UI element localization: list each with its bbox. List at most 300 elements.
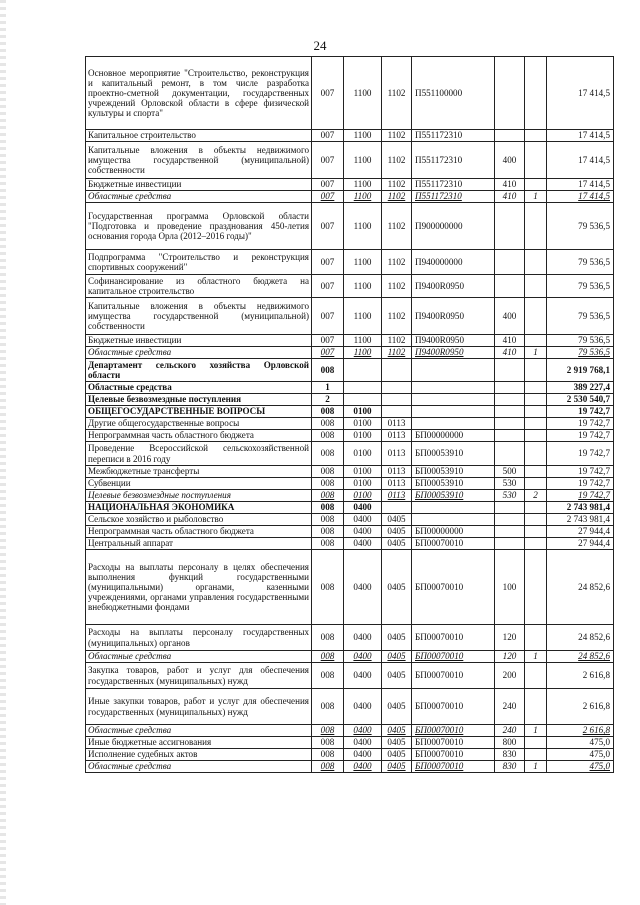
cell-rz: 0400 <box>344 725 382 737</box>
cell-csr: БП00070010 <box>412 737 495 749</box>
cell-vr <box>495 514 525 526</box>
cell-pr <box>382 406 412 418</box>
cell-rz: 1100 <box>344 179 382 191</box>
cell-vr: 400 <box>495 142 525 179</box>
cell-vr: 530 <box>495 478 525 490</box>
cell-gr: 008 <box>312 478 344 490</box>
cell-src: 2 <box>525 490 547 502</box>
cell-rz: 0400 <box>344 502 382 514</box>
cell-vr: 200 <box>495 663 525 689</box>
cell-pr: 1102 <box>382 335 412 347</box>
cell-rz: 0400 <box>344 689 382 725</box>
cell-csr <box>412 382 495 394</box>
cell-csr: БП00070010 <box>412 651 495 663</box>
cell-rz: 0400 <box>344 550 382 625</box>
cell-sum: 79 536,5 <box>547 203 614 250</box>
cell-name: Подпрограмма "Строительство и реконструкция спортивных сооружений" <box>86 250 312 275</box>
cell-src <box>525 142 547 179</box>
table-row <box>86 526 614 538</box>
cell-sum: 475,0 <box>547 761 614 773</box>
cell-vr <box>495 203 525 250</box>
cell-gr: 008 <box>312 442 344 466</box>
cell-rz: 1100 <box>344 347 382 359</box>
cell-sum: 17 414,5 <box>547 191 614 203</box>
cell-gr: 008 <box>312 625 344 651</box>
cell-name: Центральный аппарат <box>86 538 312 550</box>
cell-csr: БП00070010 <box>412 550 495 625</box>
cell-pr: 1102 <box>382 191 412 203</box>
table-row <box>86 430 614 442</box>
cell-src <box>525 298 547 335</box>
cell-src <box>525 538 547 550</box>
table-row <box>86 761 614 773</box>
cell-csr: П9400R0950 <box>412 335 495 347</box>
cell-pr: 0405 <box>382 737 412 749</box>
cell-csr <box>412 359 495 382</box>
cell-gr: 008 <box>312 418 344 430</box>
cell-pr: 0405 <box>382 514 412 526</box>
cell-src <box>525 478 547 490</box>
cell-src <box>525 179 547 191</box>
cell-src <box>525 625 547 651</box>
cell-gr: 007 <box>312 130 344 142</box>
cell-csr: БП00053910 <box>412 478 495 490</box>
cell-name: Целевые безвозмездные поступления <box>86 394 312 406</box>
cell-csr: П9400R0950 <box>412 275 495 298</box>
cell-name: Капитальное строительство <box>86 130 312 142</box>
cell-pr: 1102 <box>382 130 412 142</box>
cell-vr <box>495 394 525 406</box>
cell-name: Расходы на выплаты персоналу государственных (муниципальных) органов <box>86 625 312 651</box>
cell-gr: 007 <box>312 335 344 347</box>
cell-gr: 008 <box>312 737 344 749</box>
cell-sum: 79 536,5 <box>547 335 614 347</box>
cell-src <box>525 689 547 725</box>
cell-sum: 79 536,5 <box>547 298 614 335</box>
cell-vr: 500 <box>495 466 525 478</box>
cell-csr: П551172310 <box>412 191 495 203</box>
cell-sum: 17 414,5 <box>547 142 614 179</box>
cell-csr: П900000000 <box>412 203 495 250</box>
cell-name: Капитальные вложения в объекты недвижимого имущества государственной (муниципальной) собственности <box>86 142 312 179</box>
cell-gr: 2 <box>312 394 344 406</box>
cell-sum: 2 616,8 <box>547 663 614 689</box>
cell-sum: 19 742,7 <box>547 406 614 418</box>
cell-sum: 2 616,8 <box>547 689 614 725</box>
cell-rz: 1100 <box>344 142 382 179</box>
cell-vr: 100 <box>495 550 525 625</box>
cell-gr: 007 <box>312 203 344 250</box>
cell-vr <box>495 538 525 550</box>
cell-csr: БП00070010 <box>412 625 495 651</box>
cell-rz: 0100 <box>344 478 382 490</box>
cell-pr: 0405 <box>382 651 412 663</box>
cell-csr: П551172310 <box>412 142 495 179</box>
cell-vr <box>495 406 525 418</box>
cell-rz: 0100 <box>344 406 382 418</box>
cell-src <box>525 663 547 689</box>
cell-vr: 400 <box>495 298 525 335</box>
table-row <box>86 382 614 394</box>
cell-gr: 007 <box>312 57 344 130</box>
cell-name: Областные средства <box>86 651 312 663</box>
cell-name: Бюджетные инвестиции <box>86 179 312 191</box>
cell-sum: 19 742,7 <box>547 418 614 430</box>
cell-csr: БП00070010 <box>412 538 495 550</box>
cell-vr <box>495 442 525 466</box>
cell-sum: 17 414,5 <box>547 179 614 191</box>
cell-src <box>525 359 547 382</box>
cell-name: Бюджетные инвестиции <box>86 335 312 347</box>
cell-gr: 008 <box>312 466 344 478</box>
cell-gr: 007 <box>312 250 344 275</box>
cell-rz: 1100 <box>344 130 382 142</box>
cell-gr: 007 <box>312 298 344 335</box>
budget-table <box>85 56 614 773</box>
cell-name: Государственная программа Орловской области "Подготовка и проведение празднования 450-летия основания города Орла (2012–2016 годы)" <box>86 203 312 250</box>
table-row <box>86 298 614 335</box>
cell-pr: 1102 <box>382 298 412 335</box>
cell-name: Закупка товаров, работ и услуг для обеспечения государственных (муниципальных) нужд <box>86 663 312 689</box>
cell-src <box>525 203 547 250</box>
cell-csr: БП00070010 <box>412 663 495 689</box>
cell-sum: 24 852,6 <box>547 550 614 625</box>
cell-rz <box>344 359 382 382</box>
cell-csr: БП00070010 <box>412 761 495 773</box>
cell-src: 1 <box>525 347 547 359</box>
cell-name: Областные средства <box>86 725 312 737</box>
cell-gr: 008 <box>312 663 344 689</box>
cell-gr: 007 <box>312 275 344 298</box>
cell-gr: 008 <box>312 761 344 773</box>
cell-name: Областные средства <box>86 761 312 773</box>
table-row <box>86 442 614 466</box>
table-row <box>86 335 614 347</box>
cell-sum: 27 944,4 <box>547 526 614 538</box>
cell-name: Областные средства <box>86 191 312 203</box>
cell-src <box>525 382 547 394</box>
cell-csr: БП00070010 <box>412 749 495 761</box>
cell-gr: 007 <box>312 347 344 359</box>
cell-vr: 120 <box>495 625 525 651</box>
table-row <box>86 502 614 514</box>
cell-vr: 240 <box>495 725 525 737</box>
cell-csr <box>412 502 495 514</box>
cell-src <box>525 275 547 298</box>
cell-name: Сельское хозяйство и рыболовство <box>86 514 312 526</box>
cell-pr <box>382 394 412 406</box>
cell-csr: БП00053910 <box>412 490 495 502</box>
cell-sum: 2 616,8 <box>547 725 614 737</box>
cell-pr: 0405 <box>382 725 412 737</box>
cell-sum: 79 536,5 <box>547 347 614 359</box>
cell-rz: 0100 <box>344 490 382 502</box>
cell-src: 1 <box>525 725 547 737</box>
cell-sum: 79 536,5 <box>547 250 614 275</box>
cell-vr: 530 <box>495 490 525 502</box>
cell-sum: 475,0 <box>547 737 614 749</box>
cell-name: Проведение Всероссийской сельскохозяйственной переписи в 2016 году <box>86 442 312 466</box>
cell-src <box>525 526 547 538</box>
cell-vr <box>495 418 525 430</box>
page-number: 24 <box>313 38 327 53</box>
table-row <box>86 737 614 749</box>
cell-sum: 19 742,7 <box>547 430 614 442</box>
cell-name: Иные закупки товаров, работ и услуг для обеспечения государственных (муниципальных) нужд <box>86 689 312 725</box>
cell-rz: 1100 <box>344 191 382 203</box>
cell-src <box>525 502 547 514</box>
cell-pr: 0405 <box>382 749 412 761</box>
cell-sum: 2 743 981,4 <box>547 514 614 526</box>
cell-gr: 008 <box>312 749 344 761</box>
cell-sum: 475,0 <box>547 749 614 761</box>
cell-pr: 0405 <box>382 663 412 689</box>
cell-pr <box>382 382 412 394</box>
cell-name: ОБЩЕГОСУДАРСТВЕННЫЕ ВОПРОСЫ <box>86 406 312 418</box>
cell-rz: 1100 <box>344 275 382 298</box>
cell-src <box>525 418 547 430</box>
cell-name: Основное мероприятие "Строительство, реконструкция и капитальный ремонт, в том числе разработка проектно-сметной документации, государственных учреждений Орловской области в сфере физической культуры и спорта" <box>86 57 312 130</box>
table-row <box>86 394 614 406</box>
cell-src <box>525 442 547 466</box>
cell-pr: 1102 <box>382 142 412 179</box>
cell-pr: 0405 <box>382 538 412 550</box>
cell-csr: БП00053910 <box>412 466 495 478</box>
cell-vr: 800 <box>495 737 525 749</box>
scan-margin-strip <box>0 0 6 905</box>
cell-vr <box>495 430 525 442</box>
cell-vr <box>495 502 525 514</box>
cell-rz: 0100 <box>344 442 382 466</box>
cell-name: Областные средства <box>86 382 312 394</box>
table-row <box>86 651 614 663</box>
cell-vr: 410 <box>495 335 525 347</box>
cell-name: Расходы на выплаты персоналу в целях обеспечения выполнения функций государственными (муниципальными) органами, казенными учреждениями, органами управления государственными внебюджетными фондами <box>86 550 312 625</box>
cell-csr: П9400R0950 <box>412 298 495 335</box>
cell-pr <box>382 359 412 382</box>
cell-rz: 0100 <box>344 466 382 478</box>
cell-name: Иные бюджетные ассигнования <box>86 737 312 749</box>
cell-rz: 0400 <box>344 749 382 761</box>
table-row <box>86 490 614 502</box>
cell-gr: 008 <box>312 359 344 382</box>
cell-rz: 0400 <box>344 737 382 749</box>
cell-csr: П551172310 <box>412 179 495 191</box>
cell-csr <box>412 406 495 418</box>
cell-pr: 0405 <box>382 550 412 625</box>
cell-gr: 1 <box>312 382 344 394</box>
cell-sum: 19 742,7 <box>547 490 614 502</box>
cell-vr: 240 <box>495 689 525 725</box>
cell-rz: 1100 <box>344 250 382 275</box>
cell-gr: 008 <box>312 526 344 538</box>
table-row <box>86 142 614 179</box>
table-row <box>86 466 614 478</box>
cell-name: Исполнение судебных актов <box>86 749 312 761</box>
cell-src <box>525 514 547 526</box>
table-row <box>86 478 614 490</box>
table-row <box>86 203 614 250</box>
cell-pr: 1102 <box>382 347 412 359</box>
cell-sum: 19 742,7 <box>547 466 614 478</box>
cell-rz <box>344 382 382 394</box>
cell-pr: 0113 <box>382 490 412 502</box>
cell-csr: БП00070010 <box>412 689 495 725</box>
cell-rz: 0400 <box>344 625 382 651</box>
cell-rz: 0400 <box>344 651 382 663</box>
cell-name: Департамент сельского хозяйства Орловской области <box>86 359 312 382</box>
cell-vr <box>495 130 525 142</box>
table-row <box>86 57 614 130</box>
cell-gr: 008 <box>312 430 344 442</box>
cell-pr: 1102 <box>382 275 412 298</box>
cell-gr: 008 <box>312 689 344 725</box>
budget-table-body <box>86 57 614 773</box>
cell-gr: 008 <box>312 550 344 625</box>
cell-csr: П9400R0950 <box>412 347 495 359</box>
cell-pr: 0405 <box>382 761 412 773</box>
cell-gr: 008 <box>312 651 344 663</box>
cell-pr: 0113 <box>382 418 412 430</box>
table-row <box>86 725 614 737</box>
cell-name: Непрограммная часть областного бюджета <box>86 526 312 538</box>
table-row <box>86 347 614 359</box>
cell-gr: 007 <box>312 191 344 203</box>
cell-sum: 389 227,4 <box>547 382 614 394</box>
cell-src <box>525 466 547 478</box>
table-row <box>86 550 614 625</box>
cell-vr <box>495 275 525 298</box>
table-row <box>86 359 614 382</box>
cell-csr: П551172310 <box>412 130 495 142</box>
cell-csr <box>412 418 495 430</box>
table-row <box>86 275 614 298</box>
cell-vr <box>495 359 525 382</box>
cell-sum: 17 414,5 <box>547 57 614 130</box>
cell-csr: П940000000 <box>412 250 495 275</box>
cell-csr: БП00053910 <box>412 442 495 466</box>
cell-rz: 0100 <box>344 430 382 442</box>
cell-pr: 1102 <box>382 179 412 191</box>
table-row <box>86 406 614 418</box>
cell-vr: 410 <box>495 179 525 191</box>
cell-pr <box>382 502 412 514</box>
cell-vr: 830 <box>495 749 525 761</box>
cell-pr: 0405 <box>382 526 412 538</box>
cell-vr: 410 <box>495 191 525 203</box>
cell-gr: 008 <box>312 490 344 502</box>
table-row <box>86 191 614 203</box>
table-row <box>86 514 614 526</box>
cell-gr: 008 <box>312 406 344 418</box>
cell-sum: 79 536,5 <box>547 275 614 298</box>
cell-sum: 2 919 768,1 <box>547 359 614 382</box>
cell-vr: 830 <box>495 761 525 773</box>
cell-sum: 2 530 540,7 <box>547 394 614 406</box>
cell-rz: 0400 <box>344 761 382 773</box>
cell-vr <box>495 250 525 275</box>
cell-vr <box>495 57 525 130</box>
cell-csr <box>412 394 495 406</box>
cell-rz: 0400 <box>344 526 382 538</box>
cell-sum: 19 742,7 <box>547 478 614 490</box>
cell-src <box>525 550 547 625</box>
cell-sum: 27 944,4 <box>547 538 614 550</box>
table-row <box>86 625 614 651</box>
table-row <box>86 749 614 761</box>
cell-gr: 008 <box>312 502 344 514</box>
cell-src <box>525 250 547 275</box>
cell-pr: 1102 <box>382 250 412 275</box>
cell-gr: 008 <box>312 725 344 737</box>
cell-csr: П551100000 <box>412 57 495 130</box>
cell-vr: 120 <box>495 651 525 663</box>
table-row <box>86 689 614 725</box>
cell-name: Целевые безвозмездные поступления <box>86 490 312 502</box>
cell-rz: 0400 <box>344 538 382 550</box>
cell-pr: 0405 <box>382 689 412 725</box>
cell-csr: БП00000000 <box>412 430 495 442</box>
table-row <box>86 538 614 550</box>
cell-rz: 0100 <box>344 418 382 430</box>
cell-rz: 1100 <box>344 57 382 130</box>
cell-vr: 410 <box>495 347 525 359</box>
cell-sum: 24 852,6 <box>547 625 614 651</box>
cell-name: Другие общегосударственные вопросы <box>86 418 312 430</box>
cell-pr: 0405 <box>382 625 412 651</box>
cell-name: НАЦИОНАЛЬНАЯ ЭКОНОМИКА <box>86 502 312 514</box>
cell-csr: БП00070010 <box>412 725 495 737</box>
cell-src: 1 <box>525 191 547 203</box>
cell-src <box>525 394 547 406</box>
cell-src <box>525 406 547 418</box>
cell-rz <box>344 394 382 406</box>
cell-src: 1 <box>525 651 547 663</box>
table-row <box>86 130 614 142</box>
cell-pr: 0113 <box>382 478 412 490</box>
cell-name: Межбюджетные трансферты <box>86 466 312 478</box>
cell-rz: 1100 <box>344 298 382 335</box>
table-row <box>86 418 614 430</box>
cell-gr: 008 <box>312 514 344 526</box>
cell-rz: 0400 <box>344 663 382 689</box>
cell-sum: 24 852,6 <box>547 651 614 663</box>
cell-rz: 1100 <box>344 203 382 250</box>
cell-gr: 007 <box>312 142 344 179</box>
cell-src <box>525 57 547 130</box>
cell-csr: БП00000000 <box>412 526 495 538</box>
cell-sum: 17 414,5 <box>547 130 614 142</box>
cell-gr: 007 <box>312 179 344 191</box>
cell-src <box>525 430 547 442</box>
cell-rz: 1100 <box>344 335 382 347</box>
cell-pr: 0113 <box>382 442 412 466</box>
table-row <box>86 179 614 191</box>
cell-sum: 2 743 981,4 <box>547 502 614 514</box>
cell-vr <box>495 526 525 538</box>
cell-name: Капитальные вложения в объекты недвижимого имущества государственной (муниципальной) собственности <box>86 298 312 335</box>
cell-src <box>525 749 547 761</box>
cell-csr <box>412 514 495 526</box>
table-row <box>86 250 614 275</box>
cell-name: Непрограммная часть областного бюджета <box>86 430 312 442</box>
table-row <box>86 663 614 689</box>
cell-name: Областные средства <box>86 347 312 359</box>
cell-name: Субвенции <box>86 478 312 490</box>
cell-pr: 0113 <box>382 430 412 442</box>
cell-vr <box>495 382 525 394</box>
cell-pr: 1102 <box>382 203 412 250</box>
